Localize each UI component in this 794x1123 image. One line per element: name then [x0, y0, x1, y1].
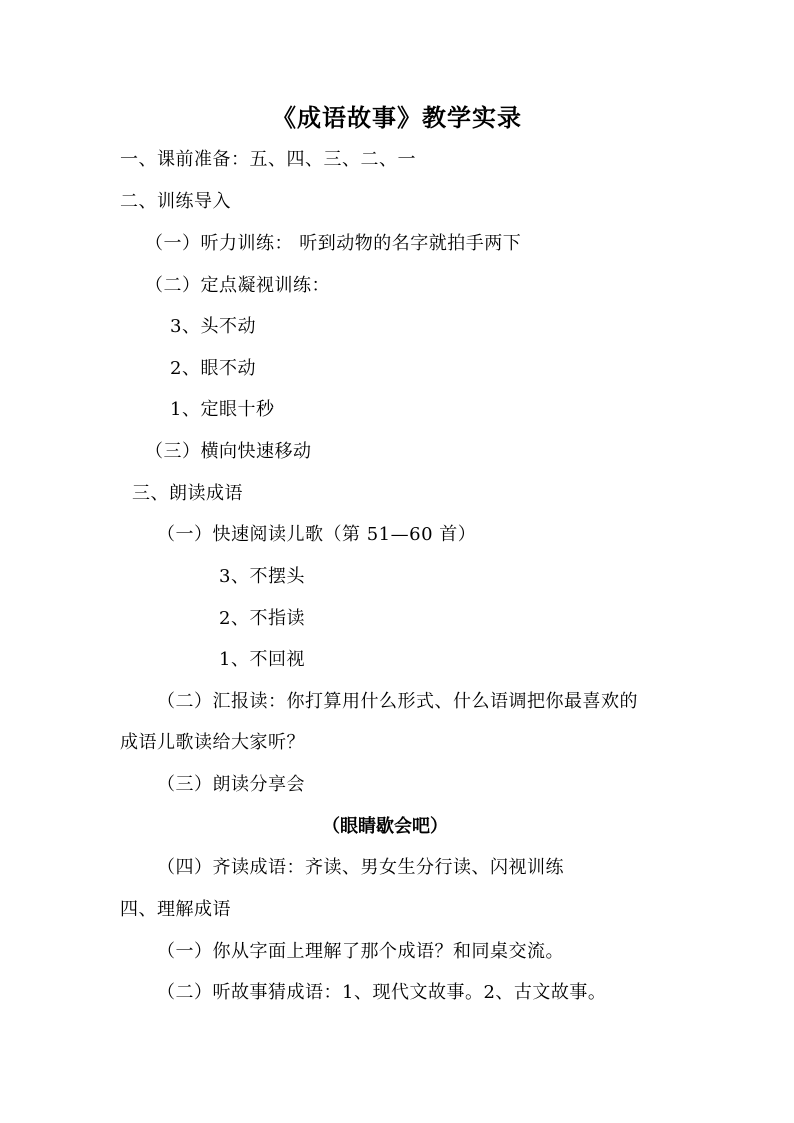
- item-literal-understanding: （一）你从字面上理解了那个成语？和同桌交流。: [157, 941, 564, 962]
- section-4-heading: 四、理解成语: [120, 899, 231, 920]
- sub-item-eyes-still: 2、眼不动: [170, 358, 256, 379]
- item-horizontal-movement: （三）横向快速移动: [145, 441, 312, 462]
- sub-item-head-still: 3、头不动: [170, 316, 256, 337]
- section-3-heading: 三、朗读成语: [132, 483, 243, 504]
- section-2-heading: 二、训练导入: [120, 191, 231, 212]
- item-report-reading: （二）汇报读：你打算用什么形式、什么语调把你最喜欢的: [157, 691, 638, 712]
- item-choral-reading: （四）齐读成语：齐读、男女生分行读、闪视训练: [157, 857, 564, 878]
- sub-item-no-look-back: 1、不回视: [219, 649, 305, 670]
- item-fixation-training: （二）定点凝视训练：: [145, 275, 330, 296]
- item-report-reading-cont: 成语儿歌读给大家听？: [120, 732, 305, 753]
- item-sharing-session: （三）朗读分享会: [157, 774, 305, 795]
- document-title: 《成语故事》教学实录: [272, 103, 522, 132]
- item-guess-idiom: （二）听故事猜成语：1、现代文故事。2、古文故事。: [157, 982, 607, 1003]
- section-1-prep: 一、课前准备：五、四、三、二、一: [120, 149, 416, 170]
- item-listening-training: （一）听力训练： 听到动物的名字就拍手两下: [145, 233, 522, 254]
- eye-rest-note: （眼睛歇会吧）: [322, 816, 448, 837]
- sub-item-no-head-swing: 3、不摆头: [219, 566, 305, 587]
- item-fast-reading: （一）快速阅读儿歌（第 51—60 首）: [157, 524, 477, 545]
- sub-item-no-finger-point: 2、不指读: [219, 608, 305, 629]
- sub-item-ten-seconds: 1、定眼十秒: [170, 399, 275, 420]
